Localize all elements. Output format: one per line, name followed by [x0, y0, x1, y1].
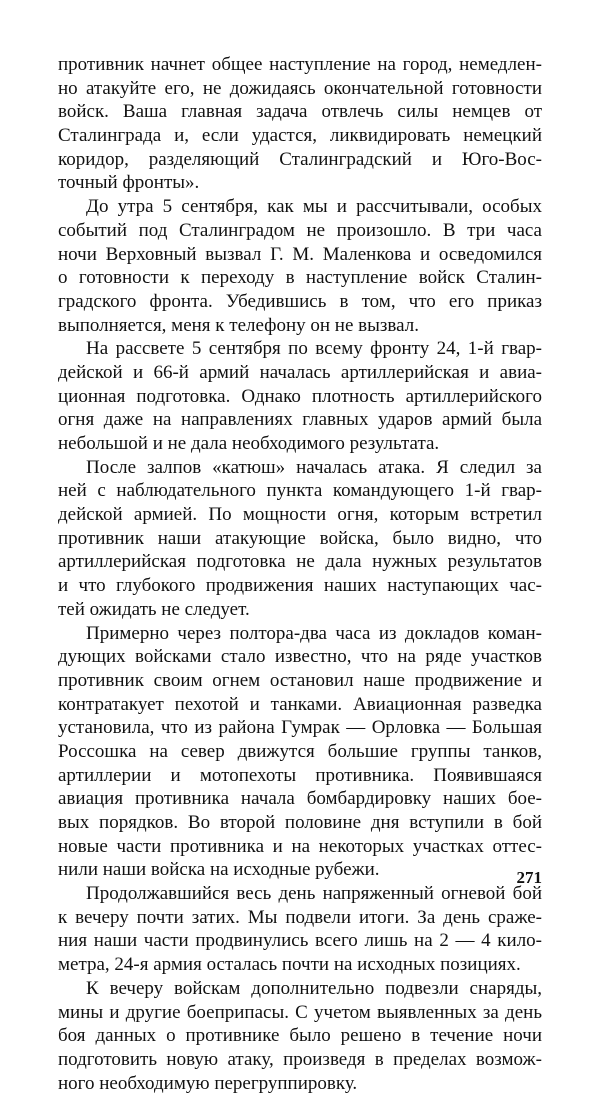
text-line: подготовить новую атаку, произведя в пределах возмож-	[58, 1048, 542, 1070]
text-line: войск. Ваша главная задача отвлечь силы немцев от	[58, 101, 542, 123]
text-line: К вечеру войскам дополнительно подвезли снаряды,	[86, 977, 542, 999]
text-line: метра, 24-я армия осталась почти на исходных позициях.	[58, 954, 521, 976]
paragraph-4	[58, 456, 542, 622]
text-line: Продолжавшийся весь день напряженный огневой бой	[86, 883, 542, 905]
text-line: вых порядков. Во второй половине дня вступили в бой	[58, 812, 542, 833]
text-line: тей ожидать не следует.	[58, 598, 250, 620]
paragraph-5	[58, 622, 542, 883]
text-line: Сталинграда и, если удастся, ликвидировать немецкий	[58, 125, 542, 147]
text-line: коридор, разделяющий Сталинградский и Юго-Вос-	[58, 148, 542, 170]
text-line: ния наши части продвинулись всего лишь на 2 — 4 кило-	[58, 930, 542, 952]
text-line: новые части противника и на некоторых участках оттес-	[58, 835, 542, 857]
paragraph-3	[58, 337, 542, 455]
text-line: дующих войсками стало известно, что на ряде участков	[58, 646, 542, 668]
text-line: мины и другие боеприпасы. С учетом выявленных за день	[58, 1001, 542, 1023]
text-line: противник своим огнем остановил наше продвижение и	[58, 669, 542, 691]
text-line: Россошка на север движутся большие группы танков,	[58, 740, 542, 762]
text-line: но атакуйте его, не дожидаясь окончательной готовности	[58, 77, 542, 99]
text-line: огня даже на направлениях главных ударов армий была	[58, 409, 542, 431]
text-line: дейской и 66-й армий началась артиллерийская и авиа-	[58, 361, 542, 383]
text-line: небольшой и не дала необходимого результата.	[58, 433, 440, 454]
text-line: контратакует пехотой и танками. Авиационная разведка	[58, 693, 542, 715]
text-line: установила, что из района Гумрак — Орловка — Большая	[58, 717, 542, 739]
text-line: артиллерии и мотопехоты противника. Появившаяся	[58, 764, 542, 786]
text-line: нили наши войска на исходные рубежи.	[58, 859, 380, 881]
text-line: артиллерийская подготовка не дала нужных результатов	[58, 551, 542, 573]
text-line: точный фронты».	[58, 172, 200, 194]
text-line: и что глубокого продвижения наших наступающих час-	[58, 575, 542, 597]
text-line: градского фронта. Убедившись в том, что его приказ	[58, 290, 542, 312]
text-line: ного необходимую перегруппировку.	[58, 1072, 358, 1094]
page-number: 271	[516, 868, 542, 887]
text-line: боя данных о противнике было решено в течение ночи	[58, 1025, 542, 1047]
text-line: ней с наблюдательного пункта командующего 1-й гвар-	[58, 480, 542, 502]
text-line: Примерно через полтора-два часа из докладов коман-	[86, 622, 542, 644]
text-line: ционная подготовка. Однако плотность артиллерийского	[58, 385, 542, 407]
text-line: противник начнет общее наступление на город, немедлен-	[58, 54, 542, 75]
text-line: к вечеру почти затих. Мы подвели итоги. За день сраже-	[58, 906, 542, 928]
text-line: противник наши атакующие войска, было видно, что	[58, 527, 542, 549]
text-line: После залпов «катюш» началась атака. Я следил за	[86, 456, 542, 478]
paragraph-1	[58, 53, 542, 195]
text-line: дейской армией. По мощности огня, которым встретил	[58, 504, 542, 526]
paragraph-6	[58, 882, 542, 977]
paragraph-2	[58, 195, 542, 337]
text-line: На рассвете 5 сентября по всему фронту 24, 1-й гвар-	[86, 338, 542, 360]
text-line: До утра 5 сентября, как мы и рассчитывали, особых	[86, 196, 542, 218]
text-line: выполняется, меня к телефону он не вызвал.	[58, 314, 419, 336]
text-line: событий под Сталинградом не произошло. В три часа	[58, 219, 542, 241]
text-line: ночи Верховный вызвал Г. М. Маленкова и осведомился	[58, 243, 542, 265]
text-line: авиация противника начала бомбардировку наших бое-	[58, 788, 542, 810]
page-body	[58, 53, 542, 1095]
paragraph-7	[58, 977, 542, 1095]
text-line: о готовности к переходу в наступление войск Сталин-	[58, 267, 542, 289]
